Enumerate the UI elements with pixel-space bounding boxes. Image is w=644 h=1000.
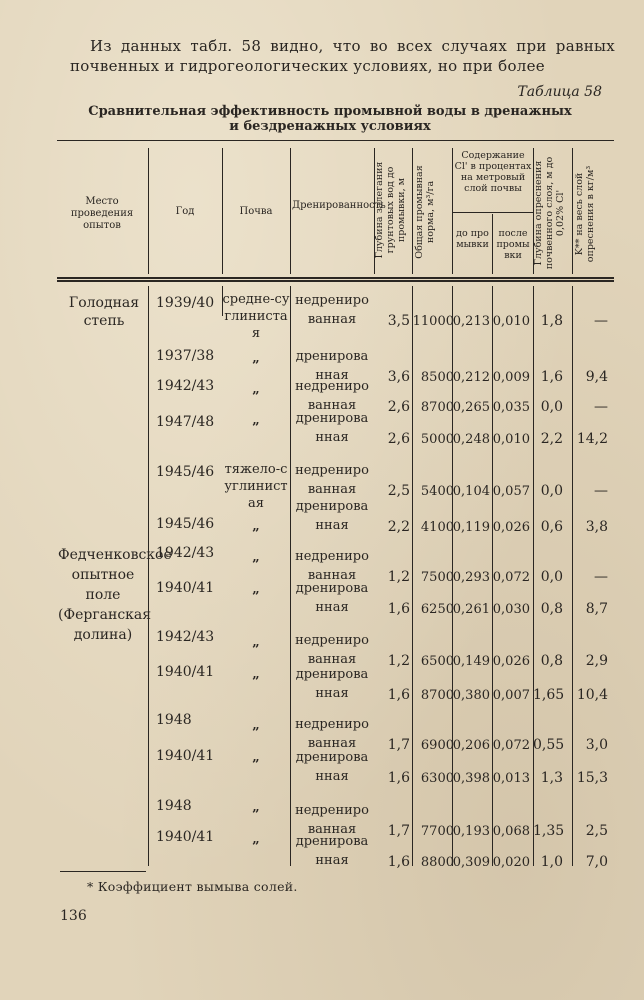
place-golodnaya: Голодная степь: [68, 295, 140, 329]
soil-ditto: „: [252, 635, 260, 650]
row-norm: 6300: [420, 771, 454, 786]
row-desal: 0,6: [540, 519, 563, 535]
row-cl-before: 0,213: [452, 314, 490, 329]
soil-medium: средне-суглинистая: [222, 292, 290, 341]
row-k: 2,5: [585, 823, 608, 839]
soil-heavy: тяжело-суглинистая: [224, 462, 288, 511]
row-k: —: [594, 569, 608, 585]
row-desal: 1,35: [533, 823, 565, 839]
row-depth: 1,7: [387, 823, 410, 839]
row-drainage: недренированная: [295, 549, 369, 583]
row-year: 1945/46: [156, 516, 215, 532]
row-depth: 2,6: [387, 399, 410, 415]
row-year: 1948: [156, 712, 192, 728]
cl-split-rule: [492, 214, 493, 274]
row-drainage: дренированная: [295, 499, 369, 533]
row-norm: 8800: [420, 855, 454, 870]
table-title: [60, 104, 600, 134]
body-col-rule: [148, 286, 149, 866]
row-desal: 1,8: [540, 313, 563, 329]
row-year: 1939/40: [156, 295, 215, 311]
table-top-rule: [57, 140, 614, 141]
row-norm: 8500: [420, 370, 454, 385]
header-cl-group: Содержание Cl' в процентах на метровый слой почвы: [454, 150, 532, 194]
row-cl-before: 0,309: [452, 855, 490, 870]
row-year: 1945/46: [156, 464, 215, 480]
place-fedchenko: Федченковское опытное поле (Ферганская долина): [58, 547, 172, 643]
header-bottom-rule: [57, 277, 614, 279]
header-col-rule: [290, 148, 291, 274]
footnote: * Коэффициент вымыва солей.: [87, 879, 298, 894]
soil-ditto: „: [252, 832, 260, 847]
row-k: 2,9: [585, 653, 608, 669]
soil-ditto: „: [252, 667, 260, 682]
row-depth: 3,5: [387, 313, 410, 329]
row-desal: 1,0: [540, 854, 563, 870]
row-k: 15,3: [576, 770, 608, 786]
row-drainage: недренированная: [295, 379, 369, 413]
header-cl-before: до промывки: [456, 228, 489, 250]
body-col-rule: [290, 286, 291, 866]
row-norm: 8700: [420, 688, 454, 703]
row-cl-after: 0,057: [492, 484, 530, 499]
header-place: Место проведения опытов: [70, 196, 134, 231]
row-desal: 0,8: [540, 601, 563, 617]
row-cl-after: 0,020: [492, 855, 530, 870]
row-drainage: недренированная: [295, 803, 369, 837]
header-year: Год: [175, 206, 195, 217]
header-soil: Почва: [239, 206, 273, 217]
footnote-rule: [60, 871, 146, 872]
soil-ditto: „: [252, 382, 260, 397]
cl-subgroup-rule: [452, 212, 533, 213]
row-cl-after: 0,010: [492, 314, 530, 329]
row-year: 1942/43: [156, 378, 215, 394]
row-drainage: дренированная: [295, 667, 369, 701]
row-drainage: дренированная: [295, 581, 369, 615]
row-depth: 1,6: [387, 687, 410, 703]
row-cl-before: 0,119: [452, 520, 490, 535]
row-norm: 11000: [412, 314, 454, 329]
row-cl-before: 0,265: [452, 400, 490, 415]
header-col-rule: [572, 148, 573, 274]
row-depth: 1,6: [387, 770, 410, 786]
row-k: —: [594, 483, 608, 499]
row-cl-before: 0,380: [452, 688, 490, 703]
row-k: —: [594, 313, 608, 329]
row-year: 1942/43: [156, 629, 215, 645]
row-year: 1940/41: [156, 829, 215, 845]
soil-ditto: „: [252, 519, 260, 534]
row-drainage: дренированная: [295, 411, 369, 445]
row-norm: 5400: [420, 484, 454, 499]
row-cl-after: 0,068: [492, 824, 530, 839]
row-drainage: дренированная: [295, 750, 369, 784]
header-col-rule: [222, 148, 223, 274]
row-k: 3,0: [585, 737, 608, 753]
soil-ditto: „: [252, 718, 260, 733]
soil-ditto: „: [252, 750, 260, 765]
row-cl-before: 0,248: [452, 432, 490, 447]
page-number: 136: [60, 908, 87, 924]
header-bottom-rule-2: [57, 280, 614, 282]
row-cl-before: 0,149: [452, 654, 490, 669]
row-k: 8,7: [585, 601, 608, 617]
header-depth: Глубина залегания грунтовых вод до промывки, м: [374, 161, 407, 259]
row-cl-after: 0,013: [492, 771, 530, 786]
row-desal: 1,3: [540, 770, 563, 786]
row-year: 1948: [156, 798, 192, 814]
row-k: 10,4: [576, 687, 608, 703]
row-year: 1940/41: [156, 748, 215, 764]
soil-ditto: „: [252, 800, 260, 815]
row-depth: 3,6: [387, 369, 410, 385]
header-coef: K** на весь слой опреснения в кг/м³: [574, 165, 596, 263]
row-year: 1940/41: [156, 664, 215, 680]
row-depth: 1,6: [387, 601, 410, 617]
header-col-rule: [452, 148, 453, 274]
row-drainage: недренированная: [295, 633, 369, 667]
row-year: 1942/43: [156, 545, 215, 561]
row-desal: 2,2: [540, 431, 563, 447]
row-cl-after: 0,030: [492, 602, 530, 617]
row-desal: 1,6: [540, 369, 563, 385]
row-cl-after: 0,007: [492, 688, 530, 703]
soil-ditto: „: [252, 351, 260, 366]
row-depth: 2,2: [387, 519, 410, 535]
header-col-rule: [412, 148, 413, 274]
header-norm: Общая промывная норма, м³/га: [414, 165, 436, 259]
row-depth: 1,6: [387, 854, 410, 870]
table-title-line-2: и бездренажных условиях: [229, 119, 431, 134]
row-norm: 6900: [420, 738, 454, 753]
row-drainage: недренированная: [295, 717, 369, 751]
row-depth: 2,6: [387, 431, 410, 447]
row-cl-before: 0,398: [452, 771, 490, 786]
row-k: 3,8: [585, 519, 608, 535]
row-desal: 0,0: [540, 399, 563, 415]
row-drainage: дренированная: [295, 834, 369, 868]
row-cl-after: 0,009: [492, 370, 530, 385]
row-desal: 1,65: [533, 687, 565, 703]
row-cl-before: 0,293: [452, 570, 490, 585]
row-drainage: дренированная: [295, 349, 369, 383]
row-year: 1940/41: [156, 580, 215, 596]
row-norm: 6250: [420, 602, 454, 617]
header-cl-after: после промывки: [496, 228, 530, 261]
row-cl-before: 0,104: [452, 484, 490, 499]
row-cl-after: 0,026: [492, 520, 530, 535]
header-desal-depth: Глубина опреснения почвенного слоя, м до 0,02% Cl': [533, 156, 566, 270]
table-number: Таблица 58: [517, 84, 602, 100]
row-depth: 1,2: [387, 569, 410, 585]
soil-ditto: „: [252, 550, 260, 565]
row-desal: 0,0: [540, 569, 563, 585]
row-norm: 8700: [420, 400, 454, 415]
row-k: 14,2: [576, 431, 608, 447]
row-k: —: [594, 399, 608, 415]
header-drainage: Дренированность: [292, 200, 386, 211]
row-cl-after: 0,072: [492, 570, 530, 585]
row-cl-before: 0,206: [452, 738, 490, 753]
soil-ditto: „: [252, 413, 260, 428]
row-cl-before: 0,193: [452, 824, 490, 839]
row-k: 9,4: [585, 369, 608, 385]
row-norm: 7700: [420, 824, 454, 839]
row-cl-after: 0,010: [492, 432, 530, 447]
row-year: 1947/48: [156, 414, 215, 430]
row-norm: 6500: [420, 654, 454, 669]
row-cl-before: 0,261: [452, 602, 490, 617]
row-depth: 1,2: [387, 653, 410, 669]
row-norm: 5000: [420, 432, 454, 447]
header-col-rule: [148, 148, 149, 274]
row-k: 7,0: [585, 854, 608, 870]
row-depth: 2,5: [387, 483, 410, 499]
soil-ditto: „: [252, 582, 260, 597]
row-norm: 7500: [420, 570, 454, 585]
row-cl-after: 0,026: [492, 654, 530, 669]
row-drainage: недренированная: [295, 293, 369, 327]
row-cl-after: 0,035: [492, 400, 530, 415]
row-cl-after: 0,072: [492, 738, 530, 753]
row-depth: 1,7: [387, 737, 410, 753]
intro-paragraph: Из данных табл. 58 видно, что во всех случаях при равных почвенных и гидрогеологических условиях, но при более: [70, 37, 615, 75]
row-drainage: недренированная: [295, 463, 369, 497]
row-desal: 0,8: [540, 653, 563, 669]
row-year: 1937/38: [156, 348, 215, 364]
row-norm: 4100: [420, 520, 454, 535]
row-desal: 0,0: [540, 483, 563, 499]
table-title-line-1: Сравнительная эффективность промывной воды в дренажных: [88, 104, 572, 119]
row-desal: 0,55: [533, 737, 565, 753]
row-cl-before: 0,212: [452, 370, 490, 385]
